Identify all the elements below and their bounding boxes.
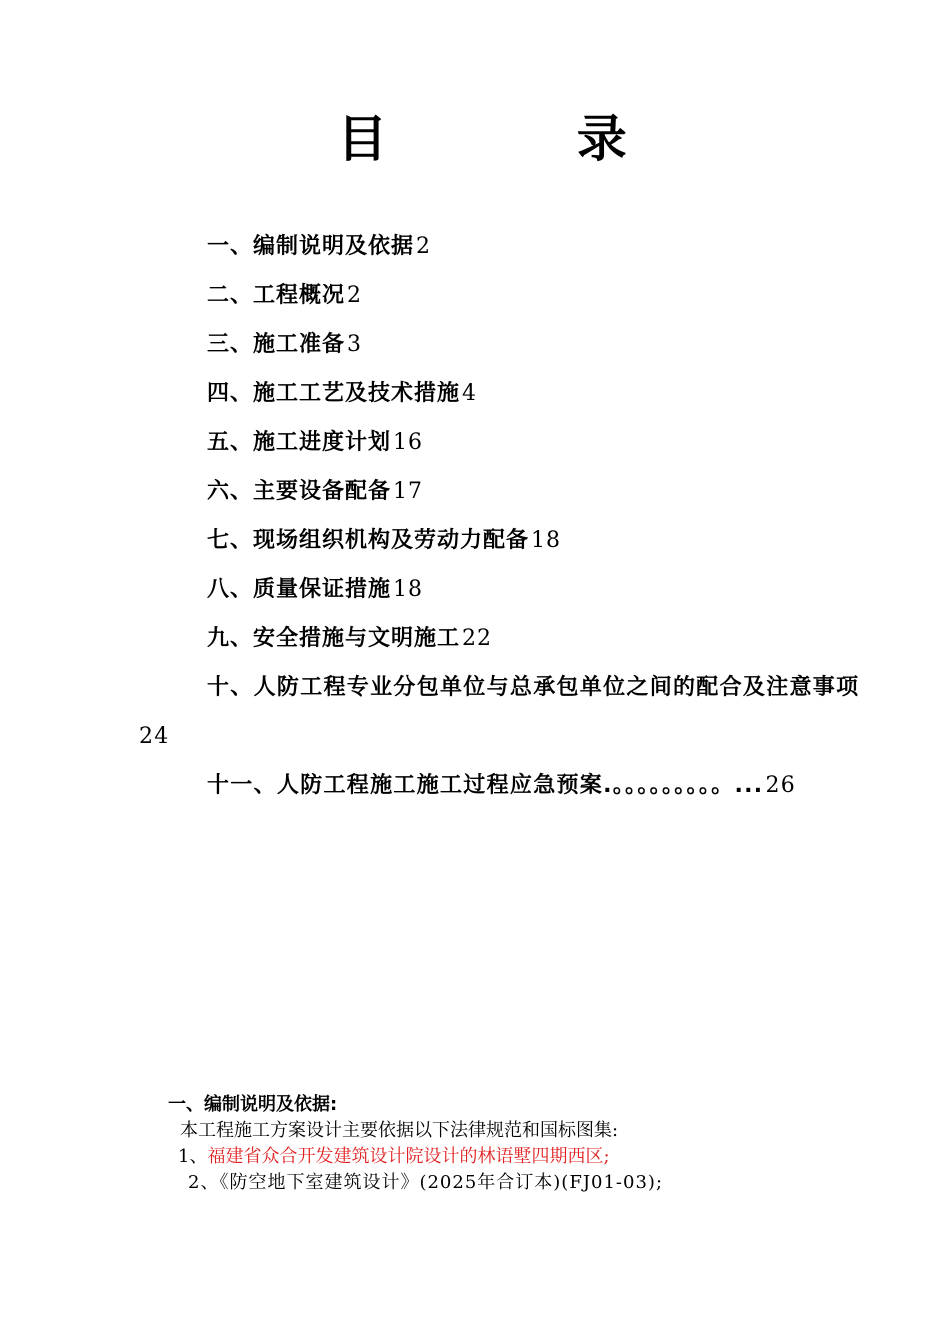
toc-item-label: 五、施工进度计划: [207, 430, 392, 455]
toc-item[interactable]: [137, 565, 867, 614]
toc-item-page: 18: [393, 577, 424, 602]
toc-title: 目 录: [337, 110, 713, 168]
toc-item[interactable]: [137, 516, 867, 565]
toc-item[interactable]: [137, 761, 867, 810]
toc-item[interactable]: [137, 663, 867, 761]
toc-item-label: 九、安全措施与文明施工: [207, 626, 461, 651]
toc-item[interactable]: [137, 418, 867, 467]
toc-item-page: 26: [765, 773, 797, 798]
toc-item[interactable]: [137, 222, 867, 271]
section-compilation-basis: [168, 1092, 868, 1196]
toc-item-label: 一、编制说明及依据: [207, 234, 415, 259]
toc-item[interactable]: [137, 271, 867, 320]
toc-item-page: 18: [531, 528, 562, 553]
toc-item-page: 22: [462, 626, 493, 651]
section-intro: 本工程施工方案设计主要依据以下法律规范和国标图集:: [180, 1120, 619, 1141]
toc-item-label: 三、施工准备: [207, 332, 346, 357]
toc-item[interactable]: [137, 614, 867, 663]
toc-item-page: 2: [347, 283, 363, 308]
toc-item-page: 16: [393, 430, 424, 455]
toc-item-label: 十一、人防工程施工施工过程应急预案.。。。。。。。。。...: [207, 773, 764, 798]
basis-item-1: [168, 1144, 868, 1170]
section-heading: 一、编制说明及依据:: [168, 1094, 338, 1115]
toc-item-page: 24: [139, 724, 170, 749]
toc-item-page: 4: [462, 381, 478, 406]
toc-item-label: 十、人防工程专业分包单位与总承包单位之间的配合及注意事项: [207, 675, 860, 700]
basis-item-number: 1、: [178, 1146, 208, 1167]
table-of-contents: [137, 222, 867, 810]
basis-item-2: 2、《防空地下室建筑设计》(2025年合订本)(FJ01-03);: [188, 1172, 664, 1193]
toc-item[interactable]: [137, 467, 867, 516]
toc-item-page: 2: [416, 234, 432, 259]
toc-item-page: 17: [393, 479, 424, 504]
toc-item-label: 八、质量保证措施: [207, 577, 392, 602]
toc-item-label: 七、现场组织机构及劳动力配备: [207, 528, 530, 553]
toc-item-label: 四、施工工艺及技术措施: [207, 381, 461, 406]
basis-item-text: 福建省众合开发建筑设计院设计的林语墅四期西区;: [207, 1146, 610, 1167]
toc-item-label: 二、工程概况: [207, 283, 346, 308]
toc-item[interactable]: [137, 320, 867, 369]
toc-item-page: 3: [347, 332, 363, 357]
toc-item[interactable]: [137, 369, 867, 418]
toc-item-label: 六、主要设备配备: [207, 479, 392, 504]
